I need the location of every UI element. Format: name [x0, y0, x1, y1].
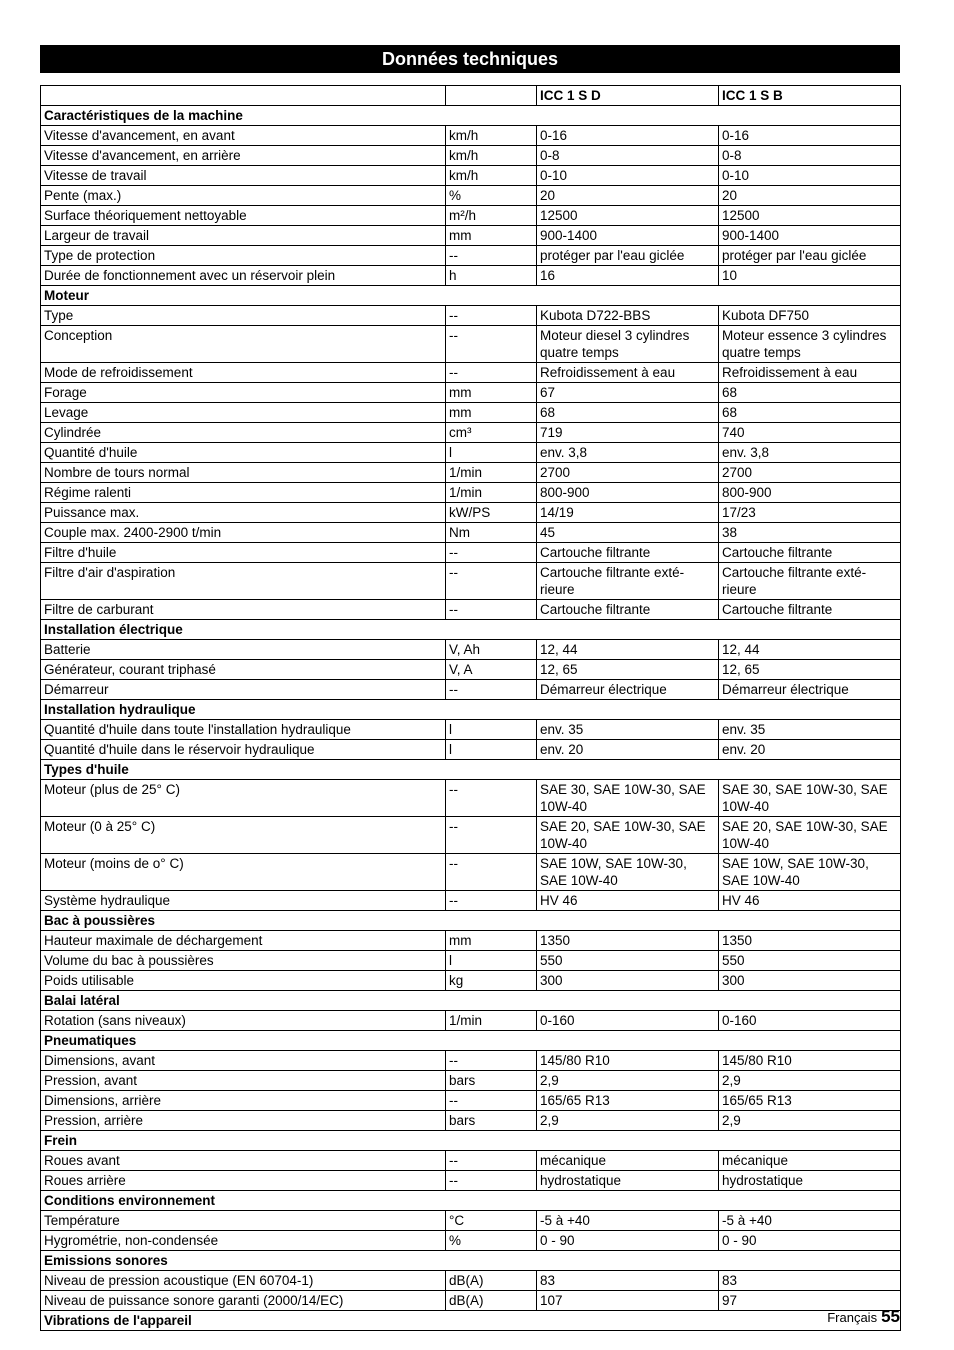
row-unit: -- — [446, 1151, 537, 1171]
row-label: Pente (max.) — [41, 186, 446, 206]
row-value-icc-1-s-b: 550 — [719, 951, 901, 971]
row-label: Générateur, courant triphasé — [41, 660, 446, 680]
technical-data-table — [40, 85, 901, 1331]
row-value-icc-1-s-d: 2700 — [537, 463, 719, 483]
row-unit: -- — [446, 326, 537, 363]
row-value-icc-1-s-d: 0-16 — [537, 126, 719, 146]
row-value-icc-1-s-d: env. 35 — [537, 720, 719, 740]
row-label: Niveau de puissance sonore garanti (2000/14/EC) — [41, 1291, 446, 1311]
table-row — [41, 1011, 901, 1031]
table-row — [41, 1211, 901, 1231]
row-unit: 1/min — [446, 463, 537, 483]
section-title: Installation hydraulique — [41, 700, 901, 720]
row-label: Quantité d'huile — [41, 443, 446, 463]
row-unit: 1/min — [446, 483, 537, 503]
row-unit: -- — [446, 1091, 537, 1111]
table-row — [41, 817, 901, 854]
row-value-icc-1-s-b: Démarreur électrique — [719, 680, 901, 700]
header-cell-label — [41, 86, 446, 106]
row-label: Mode de refroidissement — [41, 363, 446, 383]
table-row — [41, 660, 901, 680]
row-value-icc-1-s-b: 10 — [719, 266, 901, 286]
row-value-icc-1-s-d: mécanique — [537, 1151, 719, 1171]
row-value-icc-1-s-d: Cartouche filtrante — [537, 600, 719, 620]
row-label: Poids utilisable — [41, 971, 446, 991]
row-unit: l — [446, 951, 537, 971]
table-row — [41, 720, 901, 740]
row-value-icc-1-s-b: hydrostatique — [719, 1171, 901, 1191]
header-cell-unit — [446, 86, 537, 106]
row-unit: -- — [446, 600, 537, 620]
row-label: Dimensions, avant — [41, 1051, 446, 1071]
row-value-icc-1-s-d: SAE 30, SAE 10W-30, SAE 10W-40 — [537, 780, 719, 817]
row-unit: Nm — [446, 523, 537, 543]
row-value-icc-1-s-b: Cartouche filtrante — [719, 600, 901, 620]
table-row — [41, 971, 901, 991]
row-label: Levage — [41, 403, 446, 423]
row-label: Niveau de pression acoustique (EN 60704-1) — [41, 1271, 446, 1291]
row-value-icc-1-s-d: Démarreur électrique — [537, 680, 719, 700]
row-value-icc-1-s-d: 0-10 — [537, 166, 719, 186]
row-label: Durée de fonctionnement avec un réservoir plein — [41, 266, 446, 286]
table-row — [41, 146, 901, 166]
row-unit: -- — [446, 780, 537, 817]
row-value-icc-1-s-d: 14/19 — [537, 503, 719, 523]
row-label: Moteur (plus de 25° C) — [41, 780, 446, 817]
table-row — [41, 600, 901, 620]
section-title: Types d'huile — [41, 760, 901, 780]
row-unit: -- — [446, 1171, 537, 1191]
row-label: Vitesse de travail — [41, 166, 446, 186]
row-value-icc-1-s-b: SAE 30, SAE 10W-30, SAE 10W-40 — [719, 780, 901, 817]
row-value-icc-1-s-d: 550 — [537, 951, 719, 971]
row-unit: V, Ah — [446, 640, 537, 660]
row-value-icc-1-s-b: 0-160 — [719, 1011, 901, 1031]
row-value-icc-1-s-b: HV 46 — [719, 891, 901, 911]
section-header-row — [41, 911, 901, 931]
row-value-icc-1-s-b: 0-16 — [719, 126, 901, 146]
row-label: Hauteur maximale de déchargement — [41, 931, 446, 951]
row-value-icc-1-s-b: 17/23 — [719, 503, 901, 523]
row-unit: °C — [446, 1211, 537, 1231]
row-label: Surface théoriquement nettoyable — [41, 206, 446, 226]
row-unit: h — [446, 266, 537, 286]
section-header-row — [41, 620, 901, 640]
section-title: Frein — [41, 1131, 901, 1151]
footer-language: Français — [827, 1310, 878, 1325]
row-unit: km/h — [446, 126, 537, 146]
row-value-icc-1-s-b: 2,9 — [719, 1071, 901, 1091]
row-value-icc-1-s-b: 38 — [719, 523, 901, 543]
row-unit: l — [446, 443, 537, 463]
row-value-icc-1-s-d: 2,9 — [537, 1111, 719, 1131]
row-label: Système hydraulique — [41, 891, 446, 911]
row-value-icc-1-s-b: 83 — [719, 1271, 901, 1291]
row-label: Quantité d'huile dans le réservoir hydraulique — [41, 740, 446, 760]
table-row — [41, 403, 901, 423]
row-value-icc-1-s-d: 719 — [537, 423, 719, 443]
section-header-row — [41, 286, 901, 306]
row-value-icc-1-s-d: env. 20 — [537, 740, 719, 760]
table-row — [41, 1091, 901, 1111]
row-unit: kg — [446, 971, 537, 991]
table-row — [41, 640, 901, 660]
header-cell-model-b: ICC 1 S B — [719, 86, 901, 106]
row-unit: -- — [446, 891, 537, 911]
table-row — [41, 1151, 901, 1171]
table-row — [41, 563, 901, 600]
row-unit: % — [446, 186, 537, 206]
row-unit: km/h — [446, 166, 537, 186]
row-label: Type de protection — [41, 246, 446, 266]
row-value-icc-1-s-b: 900-1400 — [719, 226, 901, 246]
row-value-icc-1-s-b: 12500 — [719, 206, 901, 226]
table-row — [41, 1271, 901, 1291]
table-row — [41, 246, 901, 266]
table-body — [41, 86, 901, 1331]
row-value-icc-1-s-b: protéger par l'eau giclée — [719, 246, 901, 266]
row-value-icc-1-s-b: env. 35 — [719, 720, 901, 740]
row-label: Pression, arrière — [41, 1111, 446, 1131]
row-unit: dB(A) — [446, 1291, 537, 1311]
row-unit: bars — [446, 1111, 537, 1131]
table-row — [41, 931, 901, 951]
row-value-icc-1-s-b: Cartouche filtrante — [719, 543, 901, 563]
table-row — [41, 1071, 901, 1091]
row-value-icc-1-s-b: 145/80 R10 — [719, 1051, 901, 1071]
section-header-row — [41, 1251, 901, 1271]
row-value-icc-1-s-b: 0 - 90 — [719, 1231, 901, 1251]
table-row — [41, 1291, 901, 1311]
row-value-icc-1-s-b: 2700 — [719, 463, 901, 483]
row-value-icc-1-s-b: 2,9 — [719, 1111, 901, 1131]
section-title: Moteur — [41, 286, 901, 306]
row-value-icc-1-s-b: -5 à +40 — [719, 1211, 901, 1231]
row-value-icc-1-s-d: 107 — [537, 1291, 719, 1311]
section-header-row — [41, 1131, 901, 1151]
row-unit: l — [446, 720, 537, 740]
row-value-icc-1-s-b: 1350 — [719, 931, 901, 951]
row-label: Batterie — [41, 640, 446, 660]
row-value-icc-1-s-b: 0-8 — [719, 146, 901, 166]
row-value-icc-1-s-b: 740 — [719, 423, 901, 443]
row-value-icc-1-s-d: SAE 20, SAE 10W-30, SAE 10W-40 — [537, 817, 719, 854]
page-title: Données techniques — [40, 45, 900, 73]
row-label: Couple max. 2400-2900 t/min — [41, 523, 446, 543]
section-header-row — [41, 760, 901, 780]
row-label: Hygrométrie, non-condensée — [41, 1231, 446, 1251]
row-value-icc-1-s-d: 68 — [537, 403, 719, 423]
row-label: Pression, avant — [41, 1071, 446, 1091]
row-value-icc-1-s-d: 12, 44 — [537, 640, 719, 660]
row-unit: -- — [446, 543, 537, 563]
table-row — [41, 740, 901, 760]
table-row — [41, 266, 901, 286]
row-value-icc-1-s-b: 300 — [719, 971, 901, 991]
row-label: Dimensions, arrière — [41, 1091, 446, 1111]
row-unit: m²/h — [446, 206, 537, 226]
row-value-icc-1-s-d: SAE 10W, SAE 10W-30, SAE 10W-40 — [537, 854, 719, 891]
row-value-icc-1-s-b: 12, 44 — [719, 640, 901, 660]
row-value-icc-1-s-d: 0-160 — [537, 1011, 719, 1031]
table-row — [41, 543, 901, 563]
table-row — [41, 363, 901, 383]
row-unit: km/h — [446, 146, 537, 166]
section-header-row — [41, 1311, 901, 1331]
row-value-icc-1-s-d: 165/65 R13 — [537, 1091, 719, 1111]
row-label: Forage — [41, 383, 446, 403]
row-label: Moteur (moins de o° C) — [41, 854, 446, 891]
row-value-icc-1-s-d: Refroidissement à eau — [537, 363, 719, 383]
row-label: Largeur de travail — [41, 226, 446, 246]
row-value-icc-1-s-b: Cartouche filtrante exté- rieure — [719, 563, 901, 600]
row-value-icc-1-s-d: 12, 65 — [537, 660, 719, 680]
row-label: Puissance max. — [41, 503, 446, 523]
row-label: Rotation (sans niveaux) — [41, 1011, 446, 1031]
row-label: Roues avant — [41, 1151, 446, 1171]
row-value-icc-1-s-d: 16 — [537, 266, 719, 286]
row-value-icc-1-s-b: mécanique — [719, 1151, 901, 1171]
row-unit: -- — [446, 246, 537, 266]
table-row — [41, 483, 901, 503]
row-value-icc-1-s-d: 83 — [537, 1271, 719, 1291]
table-header-row — [41, 86, 901, 106]
row-value-icc-1-s-b: 20 — [719, 186, 901, 206]
row-value-icc-1-s-d: HV 46 — [537, 891, 719, 911]
row-unit: % — [446, 1231, 537, 1251]
row-unit: dB(A) — [446, 1271, 537, 1291]
row-unit: -- — [446, 680, 537, 700]
header-cell-model-d: ICC 1 S D — [537, 86, 719, 106]
row-label: Type — [41, 306, 446, 326]
table-row — [41, 680, 901, 700]
row-label: Moteur (0 à 25° C) — [41, 817, 446, 854]
row-unit: -- — [446, 563, 537, 600]
row-value-icc-1-s-b: 0-10 — [719, 166, 901, 186]
row-label: Quantité d'huile dans toute l'installation hydraulique — [41, 720, 446, 740]
row-unit: -- — [446, 854, 537, 891]
row-value-icc-1-s-d: 2,9 — [537, 1071, 719, 1091]
row-unit: mm — [446, 931, 537, 951]
row-unit: l — [446, 740, 537, 760]
section-header-row — [41, 1031, 901, 1051]
table-row — [41, 1111, 901, 1131]
row-value-icc-1-s-d: -5 à +40 — [537, 1211, 719, 1231]
row-unit: bars — [446, 1071, 537, 1091]
table-row — [41, 226, 901, 246]
row-value-icc-1-s-d: Cartouche filtrante — [537, 543, 719, 563]
row-label: Volume du bac à poussières — [41, 951, 446, 971]
row-unit: mm — [446, 383, 537, 403]
table-row — [41, 126, 901, 146]
row-value-icc-1-s-d: 20 — [537, 186, 719, 206]
row-value-icc-1-s-b: SAE 10W, SAE 10W-30, SAE 10W-40 — [719, 854, 901, 891]
table-row — [41, 1171, 901, 1191]
row-label: Régime ralenti — [41, 483, 446, 503]
row-value-icc-1-s-d: 1350 — [537, 931, 719, 951]
row-label: Roues arrière — [41, 1171, 446, 1191]
section-title: Conditions environnement — [41, 1191, 901, 1211]
row-label: Filtre de carburant — [41, 600, 446, 620]
section-header-row — [41, 106, 901, 126]
table-row — [41, 780, 901, 817]
section-title: Emissions sonores — [41, 1251, 901, 1271]
table-row — [41, 854, 901, 891]
row-unit: -- — [446, 1051, 537, 1071]
table-row — [41, 443, 901, 463]
row-value-icc-1-s-d: 900-1400 — [537, 226, 719, 246]
page-number: 55 — [881, 1307, 900, 1326]
row-label: Démarreur — [41, 680, 446, 700]
row-value-icc-1-s-b: 165/65 R13 — [719, 1091, 901, 1111]
row-value-icc-1-s-d: protéger par l'eau giclée — [537, 246, 719, 266]
row-unit: kW/PS — [446, 503, 537, 523]
row-unit: -- — [446, 817, 537, 854]
section-title: Vibrations de l'appareil — [41, 1311, 901, 1331]
row-value-icc-1-s-d: env. 3,8 — [537, 443, 719, 463]
row-value-icc-1-s-b: 68 — [719, 403, 901, 423]
row-value-icc-1-s-d: 800-900 — [537, 483, 719, 503]
row-label: Vitesse d'avancement, en arrière — [41, 146, 446, 166]
section-title: Balai latéral — [41, 991, 901, 1011]
row-value-icc-1-s-d: 145/80 R10 — [537, 1051, 719, 1071]
row-value-icc-1-s-d: 45 — [537, 523, 719, 543]
row-unit: -- — [446, 306, 537, 326]
row-value-icc-1-s-d: 67 — [537, 383, 719, 403]
row-unit: V, A — [446, 660, 537, 680]
row-unit: cm³ — [446, 423, 537, 443]
table-row — [41, 326, 901, 363]
row-label: Filtre d'air d'aspiration — [41, 563, 446, 600]
table-row — [41, 383, 901, 403]
row-value-icc-1-s-d: Kubota D722-BBS — [537, 306, 719, 326]
table-row — [41, 523, 901, 543]
row-label: Conception — [41, 326, 446, 363]
row-value-icc-1-s-d: 0-8 — [537, 146, 719, 166]
section-header-row — [41, 700, 901, 720]
page-footer — [827, 1307, 900, 1327]
row-unit: mm — [446, 226, 537, 246]
row-value-icc-1-s-b: 68 — [719, 383, 901, 403]
row-value-icc-1-s-b: 97 — [719, 1291, 901, 1311]
row-value-icc-1-s-b: Refroidissement à eau — [719, 363, 901, 383]
table-row — [41, 1231, 901, 1251]
row-value-icc-1-s-b: env. 20 — [719, 740, 901, 760]
table-row — [41, 951, 901, 971]
section-title: Pneumatiques — [41, 1031, 901, 1051]
row-value-icc-1-s-d: 300 — [537, 971, 719, 991]
row-value-icc-1-s-d: 0 - 90 — [537, 1231, 719, 1251]
table-row — [41, 503, 901, 523]
row-unit: 1/min — [446, 1011, 537, 1031]
section-header-row — [41, 991, 901, 1011]
row-value-icc-1-s-d: Moteur diesel 3 cylindres quatre temps — [537, 326, 719, 363]
row-value-icc-1-s-b: env. 3,8 — [719, 443, 901, 463]
row-value-icc-1-s-b: SAE 20, SAE 10W-30, SAE 10W-40 — [719, 817, 901, 854]
row-value-icc-1-s-b: 800-900 — [719, 483, 901, 503]
table-row — [41, 891, 901, 911]
table-row — [41, 463, 901, 483]
section-title: Caractéristiques de la machine — [41, 106, 901, 126]
row-label: Nombre de tours normal — [41, 463, 446, 483]
table-row — [41, 306, 901, 326]
row-label: Vitesse d'avancement, en avant — [41, 126, 446, 146]
row-label: Température — [41, 1211, 446, 1231]
table-row — [41, 206, 901, 226]
row-value-icc-1-s-b: Kubota DF750 — [719, 306, 901, 326]
row-value-icc-1-s-b: 12, 65 — [719, 660, 901, 680]
row-value-icc-1-s-d: hydrostatique — [537, 1171, 719, 1191]
table-row — [41, 166, 901, 186]
table-row — [41, 186, 901, 206]
row-unit: mm — [446, 403, 537, 423]
table-row — [41, 1051, 901, 1071]
row-unit: -- — [446, 363, 537, 383]
row-value-icc-1-s-d: 12500 — [537, 206, 719, 226]
section-header-row — [41, 1191, 901, 1211]
row-label: Cylindrée — [41, 423, 446, 443]
table-row — [41, 423, 901, 443]
section-title: Bac à poussières — [41, 911, 901, 931]
section-title: Installation électrique — [41, 620, 901, 640]
row-label: Filtre d'huile — [41, 543, 446, 563]
row-value-icc-1-s-d: Cartouche filtrante exté- rieure — [537, 563, 719, 600]
row-value-icc-1-s-b: Moteur essence 3 cylindres quatre temps — [719, 326, 901, 363]
